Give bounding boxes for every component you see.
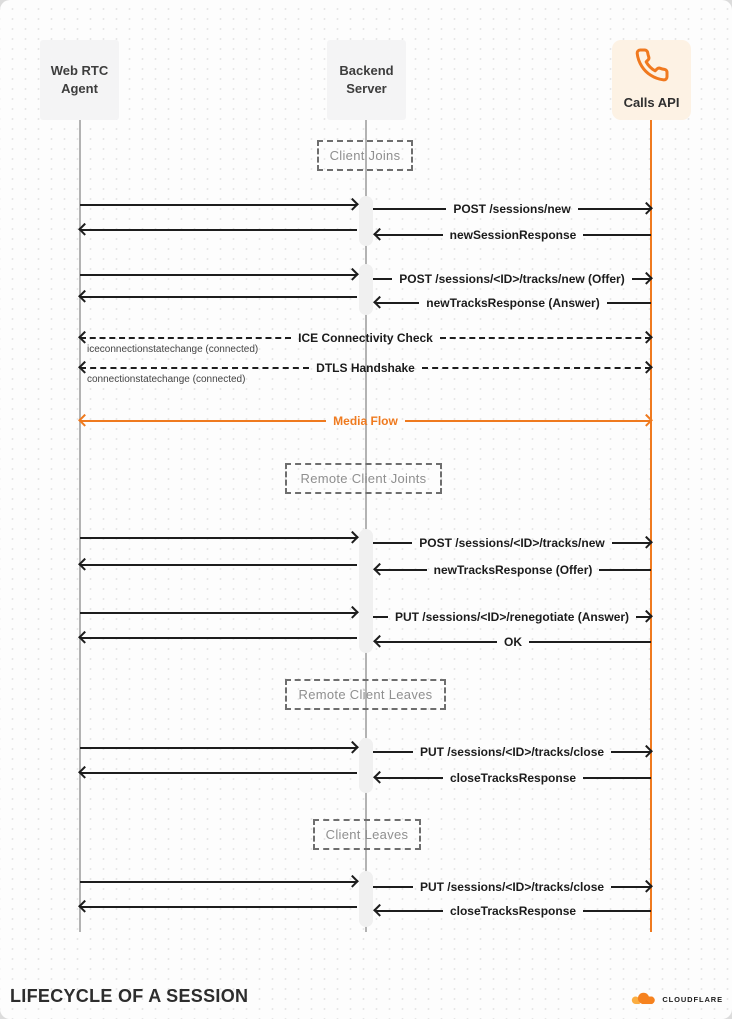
actor-label: Backend: [339, 62, 394, 78]
message-label: PUT /sessions/<ID>/tracks/close: [419, 880, 605, 894]
arrowhead-left-icon: [78, 766, 91, 779]
msg-put-tracks-close: [373, 879, 651, 895]
arrowhead-right-icon: [640, 361, 653, 374]
message-label: closeTracksResponse: [449, 771, 577, 785]
arrowhead-left-icon: [373, 563, 386, 576]
message-label: POST /sessions/new: [453, 202, 571, 216]
arrowhead-right-icon: [640, 536, 653, 549]
msg-relay-right: [80, 197, 357, 213]
msg-ok: [375, 634, 651, 650]
phone-icon: [634, 47, 670, 89]
arrowhead-left-icon: [373, 904, 386, 917]
message-label: ICE Connectivity Check: [298, 331, 433, 345]
msg-media-flow: [80, 413, 651, 429]
msg-new-tracks-response-answer: [375, 295, 651, 311]
lifeline-webrtc-agent: [79, 120, 81, 932]
event-note-dtls: connectionstatechange (connected): [87, 374, 246, 385]
arrowhead-left-icon: [373, 771, 386, 784]
arrowhead-left-icon: [78, 631, 91, 644]
msg-put-tracks-close: [373, 744, 651, 760]
arrowhead-right-icon: [640, 272, 653, 285]
message-label: PUT /sessions/<ID>/renegotiate (Answer): [394, 610, 630, 624]
cloudflare-cloud-icon: [629, 989, 659, 1010]
arrowhead-left-icon: [373, 228, 386, 241]
actor-label: Server: [346, 81, 387, 96]
arrowhead-right-icon: [346, 606, 359, 619]
arrowhead-left-icon: [373, 296, 386, 309]
event-note-ice: iceconnectionstatechange (connected): [87, 344, 259, 355]
activation-bar: [359, 871, 373, 927]
arrowhead-right-icon: [346, 741, 359, 754]
msg-relay-right: [80, 267, 357, 283]
arrowhead-left-icon: [78, 223, 91, 236]
msg-post-tracks-new-offer: [373, 271, 651, 287]
cloudflare-wordmark: CLOUDFLARE: [662, 995, 723, 1004]
msg-new-tracks-response-offer: [375, 562, 651, 578]
msg-new-session-response: [375, 227, 651, 243]
actor-backend-server: [327, 40, 406, 120]
section-label: Client Leaves: [325, 827, 409, 842]
section-client-leaves: [313, 819, 421, 850]
msg-post-tracks-new: [373, 535, 651, 551]
message-label: newTracksResponse (Offer): [433, 563, 593, 577]
msg-close-tracks-response: [375, 903, 651, 919]
msg-relay-left: [80, 765, 357, 781]
arrowhead-left-icon: [78, 290, 91, 303]
msg-put-renegotiate-answer: [373, 609, 651, 625]
message-label: POST /sessions/<ID>/tracks/new: [419, 536, 605, 550]
arrowhead-right-icon: [346, 198, 359, 211]
msg-post-sessions-new: [373, 201, 651, 217]
arrowhead-left-icon: [373, 635, 386, 648]
message-label: newTracksResponse (Answer): [426, 296, 600, 310]
cloudflare-logo: [629, 989, 723, 1010]
actor-label: Calls API: [623, 95, 680, 110]
message-label: DTLS Handshake: [316, 361, 415, 375]
actor-label: Agent: [61, 81, 98, 96]
msg-relay-left: [80, 289, 357, 305]
msg-relay-left: [80, 222, 357, 238]
arrowhead-right-icon: [640, 745, 653, 758]
msg-relay-left: [80, 557, 357, 573]
arrowhead-right-icon: [640, 331, 653, 344]
message-label: closeTracksResponse: [449, 904, 577, 918]
arrowhead-right-icon: [640, 414, 653, 427]
activation-bar: [359, 264, 373, 315]
section-remote-client-joins: [285, 463, 442, 494]
actor-webrtc-agent: [40, 40, 119, 120]
arrowhead-left-icon: [78, 900, 91, 913]
message-label: Media Flow: [333, 414, 398, 428]
arrowhead-right-icon: [640, 202, 653, 215]
section-label: Client Joins: [329, 148, 401, 163]
msg-relay-right: [80, 605, 357, 621]
msg-close-tracks-response: [375, 770, 651, 786]
arrowhead-right-icon: [640, 610, 653, 623]
section-label: Remote Client Joints: [300, 471, 427, 486]
arrowhead-right-icon: [640, 880, 653, 893]
activation-bar: [359, 196, 373, 246]
section-client-joins: [317, 140, 413, 171]
arrowhead-left-icon: [78, 414, 91, 427]
arrowhead-left-icon: [78, 361, 91, 374]
arrowhead-left-icon: [78, 331, 91, 344]
section-remote-client-leaves: [285, 679, 446, 710]
section-label: Remote Client Leaves: [298, 687, 433, 702]
arrowhead-right-icon: [346, 268, 359, 281]
message-label: OK: [504, 635, 522, 649]
arrowhead-left-icon: [78, 558, 91, 571]
msg-relay-left: [80, 630, 357, 646]
message-label: PUT /sessions/<ID>/tracks/close: [419, 745, 605, 759]
msg-relay-right: [80, 874, 357, 890]
arrowhead-right-icon: [346, 875, 359, 888]
message-label: newSessionResponse: [449, 228, 577, 242]
arrowhead-right-icon: [346, 531, 359, 544]
page-title: LIFECYCLE OF A SESSION: [10, 986, 249, 1006]
msg-relay-right: [80, 530, 357, 546]
message-label: POST /sessions/<ID>/tracks/new (Offer): [399, 272, 625, 286]
actor-label: Web RTC: [50, 62, 109, 78]
msg-relay-right: [80, 740, 357, 756]
activation-bar: [359, 738, 373, 793]
activation-bar: [359, 529, 373, 653]
actor-calls-api: [612, 40, 691, 120]
msg-relay-left: [80, 899, 357, 915]
